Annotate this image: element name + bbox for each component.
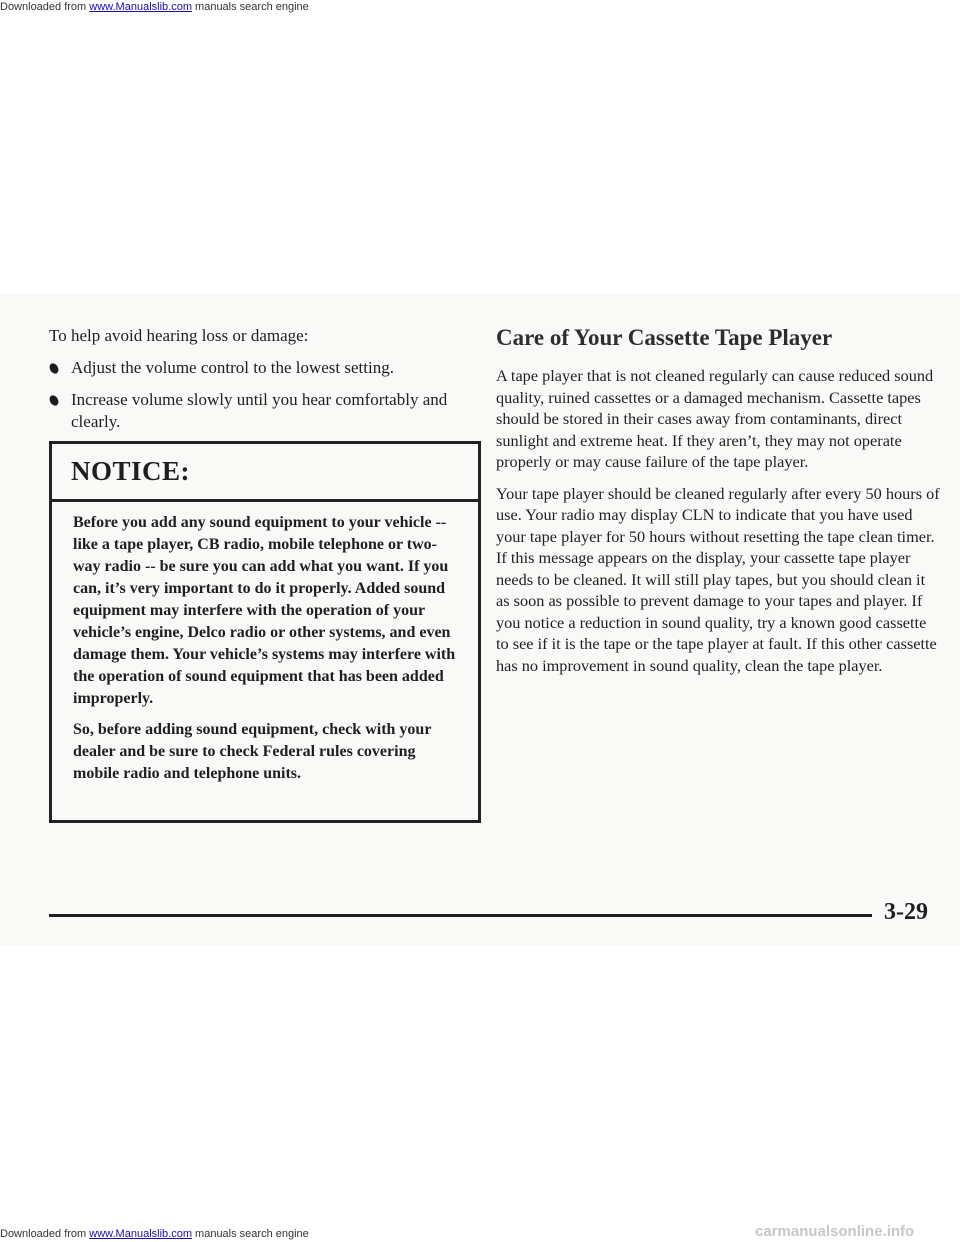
bullet-item [49,389,489,433]
body-paragraph: Your tape player should be cleaned regularly after every 50 hours of use. Your radio may display CLN to indicate that you have used your tape player for 50 hours without resetting the tape clean timer. If this message appears on the display, your cassette tape player needs to be cleaned. It will still play tapes, but you should clean it as soon as possible to prevent damage to your tapes and player. If you notice a reduction in sound quality, try a known good cassette to see if it is the tape or the tape player at fault. If this other cassette has no improvement in sound quality, clean the tape player. [496,483,940,675]
banner-prefix: Downloaded from [0,1,90,13]
page-number: 3-29 [884,899,928,925]
banner-suffix: manuals search engine [191,1,309,13]
footer-rule [49,914,872,917]
notice-paragraph: Before you add any sound equipment to your vehicle -- like a tape player, CB radio, mobile telephone or two-way radio -- be sure you can add what you want. If you can, it’s very important to do it properly. Added sound equipment may interfere with the operation of your vehicle’s engine, Delco radio or other systems, and even damage them. Your vehicle’s systems may interfere with the operation of sound equipment that has been added improperly. [73,514,456,707]
notice-title: NOTICE: [52,444,478,502]
banner-suffix: manuals search engine [191,1228,309,1240]
notice-paragraph: So, before adding sound equipment, check with your dealer and be sure to check Federal rules covering mobile radio and telephone units. [73,721,432,782]
manualslib-link[interactable]: www.Manualslib.com [89,1228,192,1240]
right-column [496,323,941,686]
left-column [49,325,489,433]
bullet-text: Adjust the volume control to the lowest setting. [71,358,394,377]
body-paragraph: A tape player that is not cleaned regularly can cause reduced sound quality, ruined cassettes or a damaged mechanism. Cassette tapes should be stored in their cases away from contaminants, direct sunlight and extreme heat. If they aren’t, they may not operate properly or may cause failure of the tape player. [496,366,934,471]
bullet-text: Increase volume slowly until you hear comfortably and clearly. [71,390,448,431]
site-watermark: carmanualsonline.info [755,1223,915,1240]
manualslib-link[interactable]: www.Manualslib.com [89,1,192,13]
notice-body [52,502,478,785]
bullet-icon [48,362,60,376]
bullet-icon [48,394,60,408]
download-banner-top [0,0,309,14]
bullet-item [49,357,489,379]
download-banner-bottom [0,1227,309,1241]
section-title: Care of Your Cassette Tape Player [496,325,833,350]
banner-prefix: Downloaded from [0,1228,90,1240]
intro-text: To help avoid hearing loss or damage: [49,326,309,345]
notice-box [49,441,481,823]
